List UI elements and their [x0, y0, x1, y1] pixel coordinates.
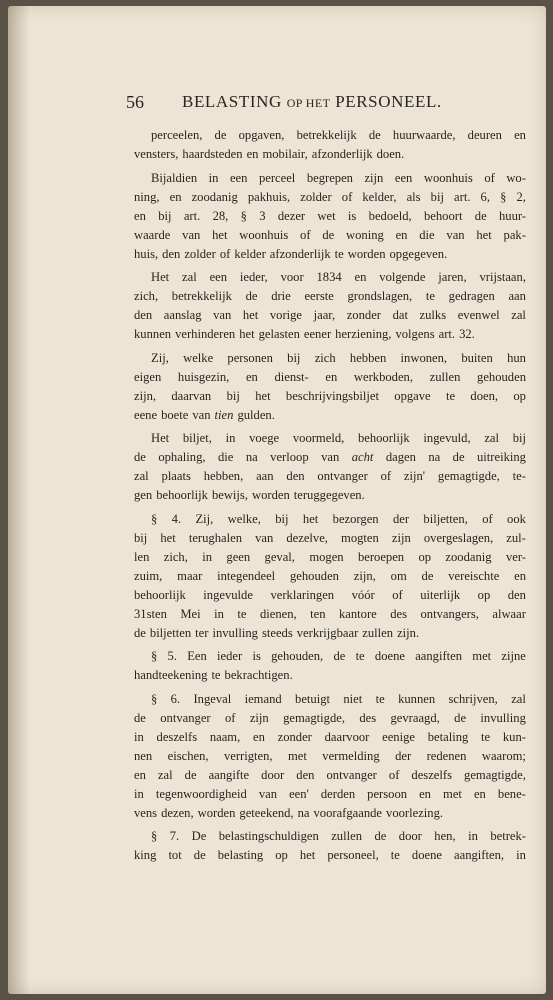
paragraph: [134, 827, 526, 865]
text-line: gen behoorlijk bewijs, worden teruggegeven.: [134, 488, 365, 502]
text-line: in tegenwoordigheid van een' derden persoon en met en bene-: [134, 786, 526, 801]
text-line: zuim, maar integendeel gehouden zijn, om de vereischte en: [134, 568, 526, 583]
text-line: eene boete van tien gulden.: [134, 407, 275, 422]
book-page: [8, 6, 546, 994]
text-line: vensters, haardsteden en mobilair, afzonderlijk doen.: [134, 147, 405, 161]
page-gutter-shadow: [8, 6, 30, 994]
text-line: zich, betrekkelijk de drie eerste grondslagen, te gedragen aan: [134, 289, 526, 303]
text-line: 31sten Mei in te dienen, ten kantore des ontvangers, alwaar: [134, 606, 526, 621]
text-line: perceelen, de opgaven, betrekkelijk de huurwaarde, deuren en: [151, 128, 526, 142]
page-number: 56: [126, 92, 144, 112]
text-line: de biljetten ter invulling steeds verkrijgbaar zullen zijn.: [134, 625, 420, 640]
paragraph: [134, 510, 526, 643]
text-line: nen eischen, verrigten, met vermelding der redenen waarom;: [134, 748, 526, 763]
text-line: zijn, daarvan bij het beschrijvingsbiljet opgave te doen, op: [134, 388, 526, 403]
text-line: king tot de belasting op het personeel, te doene aangiften, in: [134, 848, 526, 862]
text-line: Bijaldien in een perceel begrepen zijn een woonhuis of wo-: [151, 170, 526, 185]
text-line: len zich, in geen geval, mogen beroepen op zoodanig ver-: [134, 549, 526, 564]
paragraph: [134, 349, 526, 425]
text-line: § 4. Zij, welke, bij het bezorgen der biljetten, of ook: [151, 511, 526, 526]
text-line: bij het terughalen van dezelve, mogten zijn overgeslagen, zul-: [134, 530, 526, 545]
paragraph: [134, 690, 526, 823]
text-line: eigen huisgezin, en dienst- en werkboden, zullen gehouden: [134, 369, 526, 384]
text-line: handteekening te bekrachtigen.: [134, 668, 293, 682]
paragraph: [134, 126, 526, 164]
paragraph: [134, 169, 526, 264]
text-line: behoorlijk ingevulde verklaringen vóór of uiterlijk op den: [134, 587, 526, 602]
text-line: zal plaats hebben, aan den ontvanger of zijn' gemagtigde, te-: [134, 469, 526, 483]
text-line: § 5. Een ieder is gehouden, de te doene aangiften met zijne: [151, 649, 526, 663]
running-header: [126, 92, 506, 116]
paragraph: [134, 429, 526, 505]
text-line: de ophaling, die na verloop van acht dagen na de uitreiking: [134, 450, 526, 464]
text-line: in deszelfs naam, en zonder daarvoor eenige betaling te kun-: [134, 729, 526, 744]
text-line: § 7. De belastingschuldigen zullen de door hen, in betrek-: [151, 829, 526, 843]
text-line: § 6. Ingeval iemand betuigt niet te kunnen schrijven, zal: [151, 691, 526, 706]
text-line: den aanslag van het vorige jaar, zonder dat zulks evenwel zal: [134, 308, 526, 322]
paragraph: [134, 647, 526, 685]
paragraph: [134, 268, 526, 344]
text-line: en bij art. 28, § 3 dezer wet is bedoeld, behoort de huur-: [134, 208, 526, 223]
text-line: kunnen verhinderen het gelasten eener herziening, volgens art. 32.: [134, 327, 475, 341]
text-line: ning, en zoodanig pakhuis, zolder of kelder, als bij art. 6, § 2,: [134, 189, 526, 204]
text-line: waarde van het woonhuis of de woning en die van het pak-: [134, 227, 526, 242]
text-line: huis, den zolder of kelder afzonderlijk te worden opgegeven.: [134, 246, 448, 261]
text-line: vens dezen, worden geteekend, na voorafgaande voorlezing.: [134, 805, 444, 820]
text-line: Zij, welke personen bij zich hebben inwonen, buiten hun: [151, 350, 526, 365]
body-text: [134, 126, 526, 870]
text-line: Het biljet, in voege voormeld, behoorlijk ingevuld, zal bij: [151, 431, 526, 445]
text-line: de ontvanger of zijn gemagtigde, des gevraagd, de invulling: [134, 710, 526, 725]
text-line: Het zal een ieder, voor 1834 en volgende jaren, vrijstaan,: [151, 270, 526, 284]
text-line: en zal de aangifte door den ontvanger of deszelfs gemagtigde,: [134, 767, 526, 782]
running-title: BELASTING OP HET PERSONEEL.: [182, 92, 442, 111]
